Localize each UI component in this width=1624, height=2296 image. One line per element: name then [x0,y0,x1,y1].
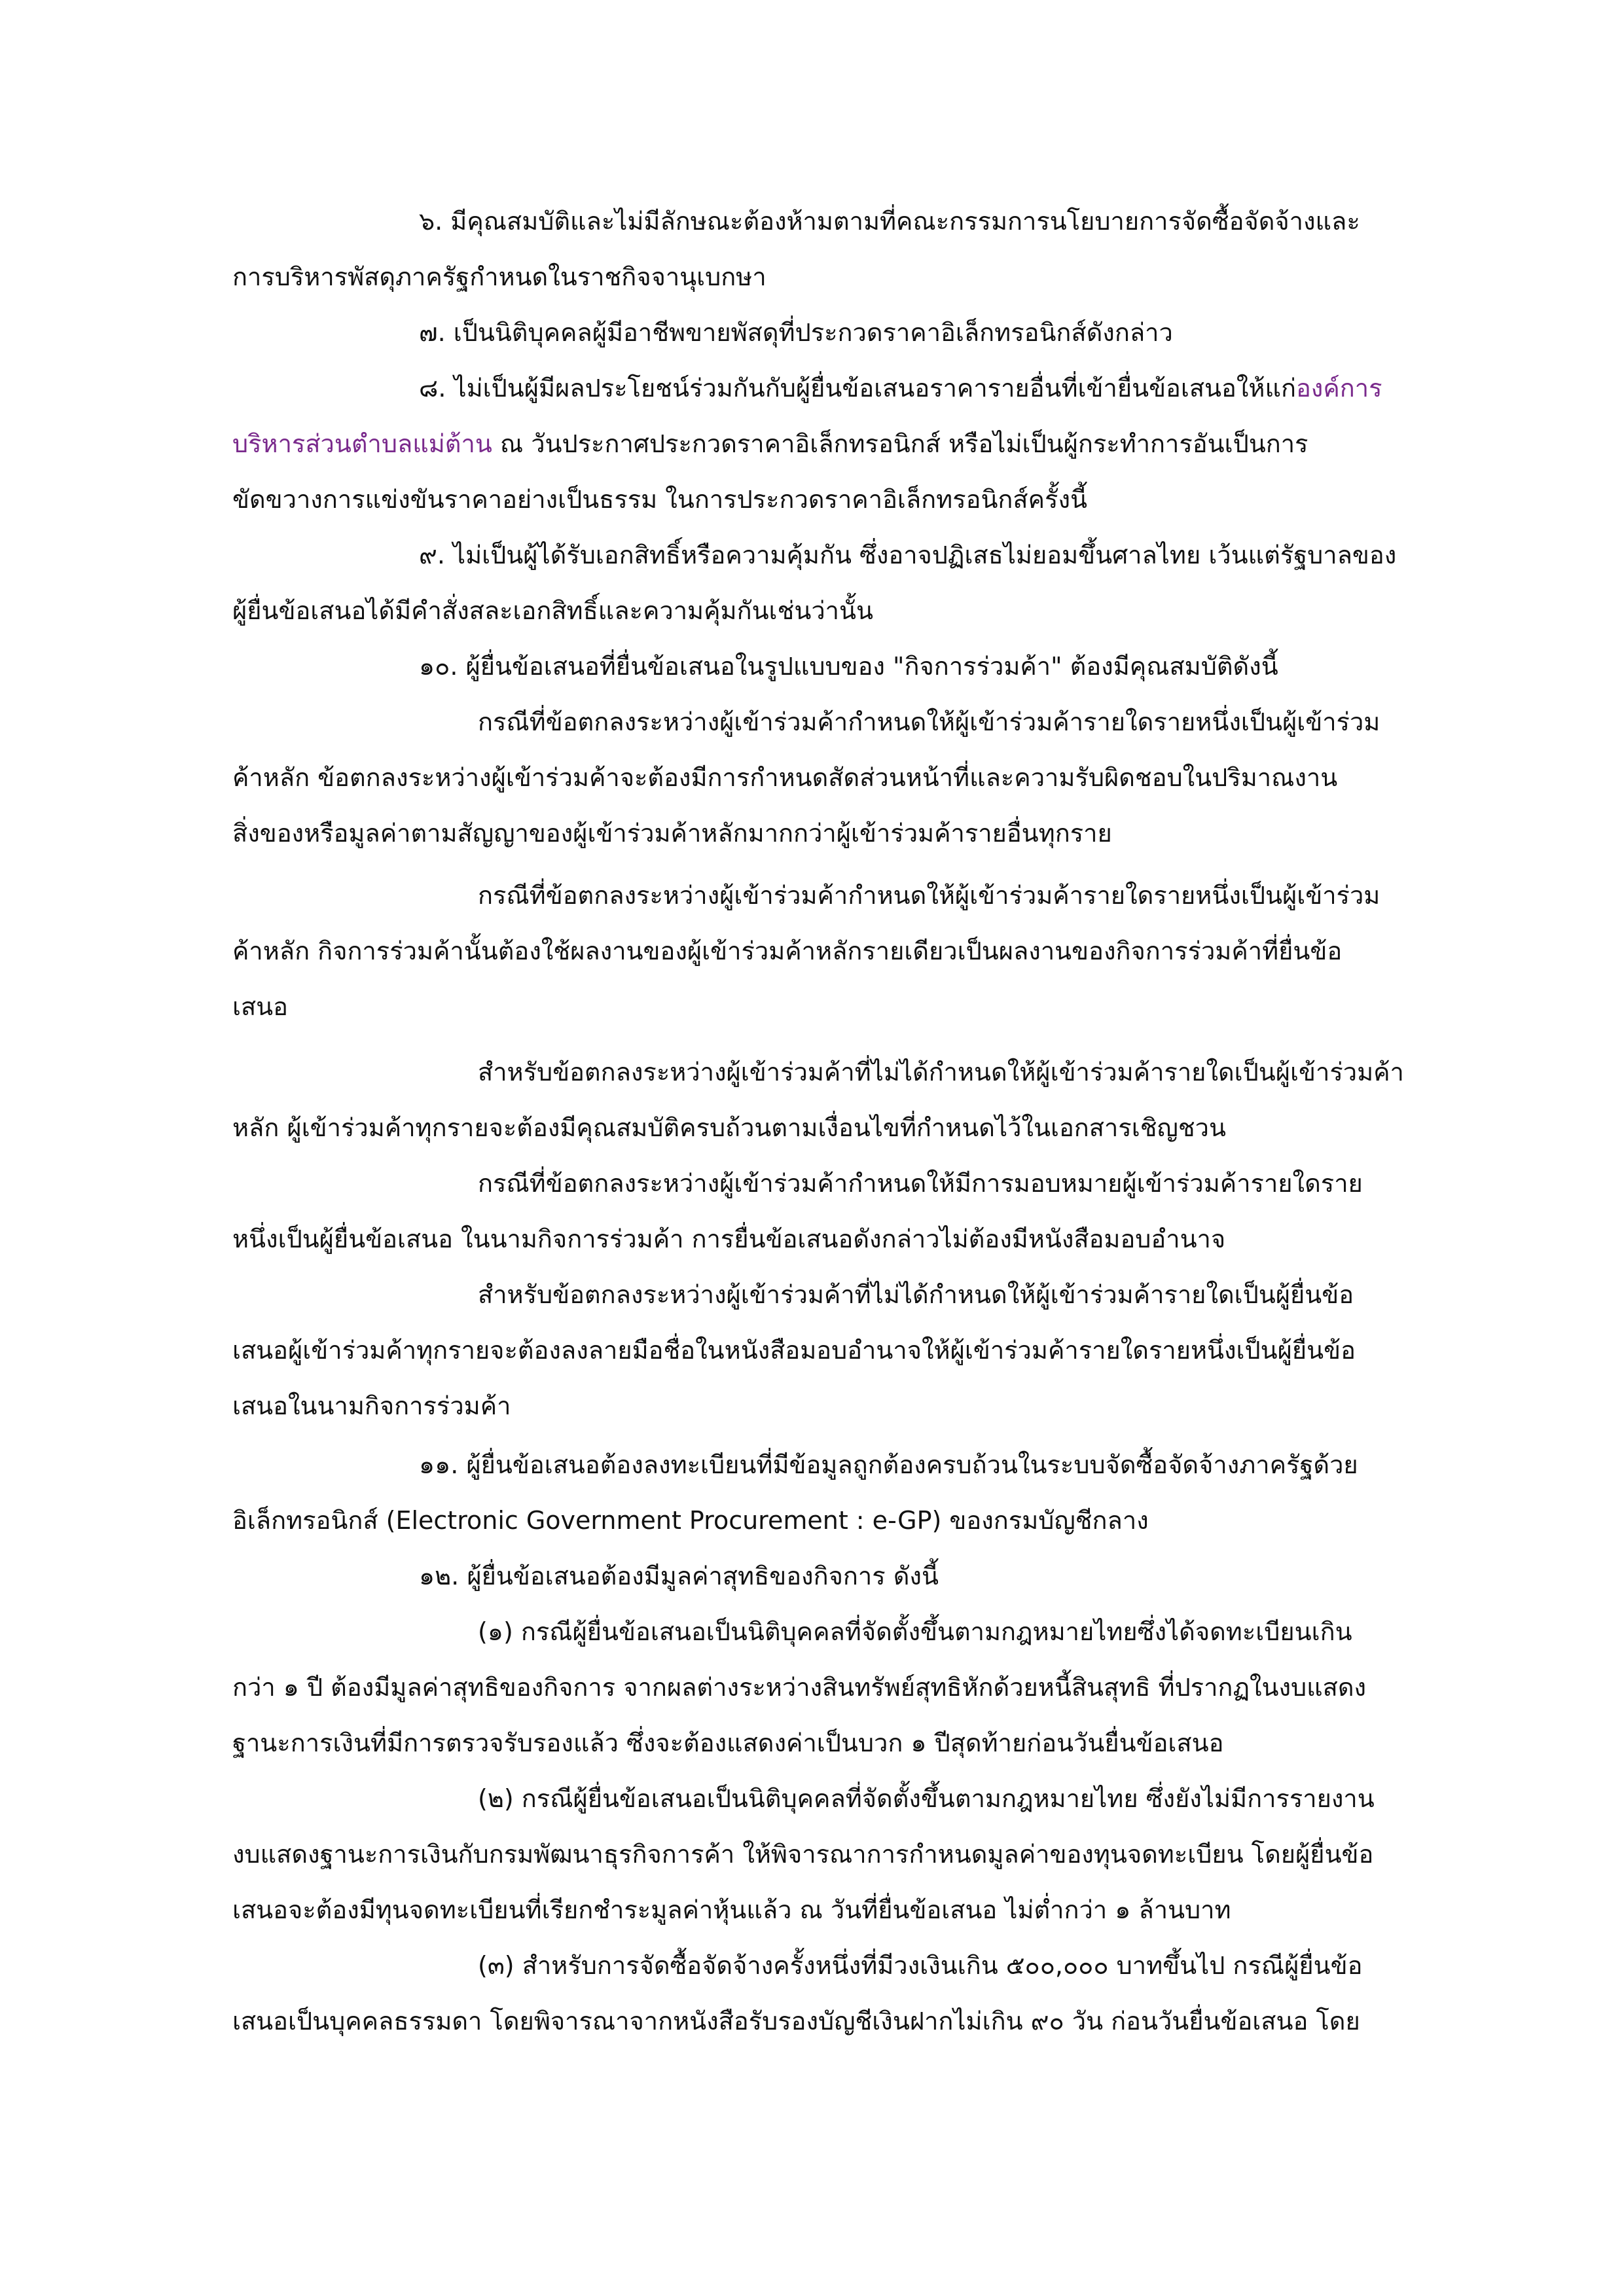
text-line: สำหรับข้อตกลงระหว่างผู้เข้าร่วมค้าที่ไม่ได้กำหนดให้ผู้เข้าร่วมค้ารายใดเป็นผู้ยื่นข้อ [478,1280,1354,1309]
text-line: กรณีที่ข้อตกลงระหว่างผู้เข้าร่วมค้ากำหนดให้ผู้เข้าร่วมค้ารายใดรายหนึ่งเป็นผู้เข้าร่วม [478,881,1380,910]
organization-name: องค์การ [1295,374,1382,403]
text-line: (๒) กรณีผู้ยื่นข้อเสนอเป็นนิติบุคคลที่จัดตั้งขึ้นตามกฎหมายไทย ซึ่งยังไม่มีการรายงาน [478,1784,1375,1813]
text-line: หนึ่งเป็นผู้ยื่นข้อเสนอ ในนามกิจการร่วมค้า การยื่นข้อเสนอดังกล่าวไม่ต้องมีหนังสือมอบอำนาจ [232,1225,1226,1253]
text-line: สิ่งของหรือมูลค่าตามสัญญาของผู้เข้าร่วมค้าหลักมากกว่าผู้เข้าร่วมค้ารายอื่นทุกราย [232,819,1112,848]
text-run: ๘. ไม่เป็นผู้มีผลประโยชน์ร่วมกันกับผู้ยื่นข้อเสนอราคารายอื่นที่เข้ายื่นข้อเสนอให้แก่ [419,374,1296,403]
text-line: ๗. เป็นนิติบุคคลผู้มีอาชีพขายพัสดุที่ประกวดราคาอิเล็กทรอนิกส์ดังกล่าว [419,318,1173,347]
text-line: ๑๐. ผู้ยื่นข้อเสนอที่ยื่นข้อเสนอในรูปแบบของ "กิจการร่วมค้า" ต้องมีคุณสมบัติดังนี้ [419,652,1278,681]
text-line: เสนอจะต้องมีทุนจดทะเบียนที่เรียกชำระมูลค่าหุ้นแล้ว ณ วันที่ยื่นข้อเสนอ ไม่ต่ำกว่า ๑ ล้านบาท [232,1895,1231,1924]
text-line: การบริหารพัสดุภาครัฐกำหนดในราชกิจจานุเบกษา [232,262,767,291]
text-line: (๓) สำหรับการจัดซื้อจัดจ้างครั้งหนึ่งที่มีวงเงินเกิน ๕๐๐,๐๐๐ บาทขึ้นไป กรณีผู้ยื่นข้อ [478,1951,1363,1980]
text-line: กรณีที่ข้อตกลงระหว่างผู้เข้าร่วมค้ากำหนดให้มีการมอบหมายผู้เข้าร่วมค้ารายใดราย [478,1169,1363,1198]
text-line: หลัก ผู้เข้าร่วมค้าทุกรายจะต้องมีคุณสมบัติครบถ้วนตามเงื่อนไขที่กำหนดไว้ในเอกสารเชิญชวน [232,1113,1226,1142]
text-line [419,368,1382,408]
organization-name: บริหารส่วนตำบลแม่ต้าน [232,429,492,458]
text-line: กรณีที่ข้อตกลงระหว่างผู้เข้าร่วมค้ากำหนดให้ผู้เข้าร่วมค้ารายใดรายหนึ่งเป็นผู้เข้าร่วม [478,708,1380,736]
text-line: เสนอในนามกิจการร่วมค้า [232,1391,511,1420]
text-line: งบแสดงฐานะการเงินกับกรมพัฒนาธุรกิจการค้า ให้พิจารณาการกำหนดมูลค่าของทุนจดทะเบียน โดยผู้ยื่นข้อ [232,1840,1374,1869]
text-line: ๖. มีคุณสมบัติและไม่มีลักษณะต้องห้ามตามที่คณะกรรมการนโยบายการจัดซื้อจัดจ้างและ [419,207,1360,236]
text-line: กว่า ๑ ปี ต้องมีมูลค่าสุทธิของกิจการ จากผลต่างระหว่างสินทรัพย์สุทธิหักด้วยหนี้สินสุทธิ ที่ปรากฏในงบแสดง [232,1673,1367,1702]
text-line: ๙. ไม่เป็นผู้ได้รับเอกสิทธิ์หรือความคุ้มกัน ซึ่งอาจปฏิเสธไม่ยอมขึ้นศาลไทย เว้นแต่รัฐบาลของ [419,541,1397,569]
text-line: อิเล็กทรอนิกส์ (Electronic Government Procurement : e-GP) ของกรมบัญชีกลาง [232,1506,1149,1535]
text-line: เสนอผู้เข้าร่วมค้าทุกรายจะต้องลงลายมือชื่อในหนังสือมอบอำนาจให้ผู้เข้าร่วมค้ารายใดรายหนึ่งเป็นผู้ยื่นข้อ [232,1336,1356,1365]
text-line: ขัดขวางการแข่งขันราคาอย่างเป็นธรรม ในการประกวดราคาอิเล็กทรอนิกส์ครั้งนี้ [232,485,1087,514]
text-run: ณ วันประกาศประกวดราคาอิเล็กทรอนิกส์ หรือไม่เป็นผู้กระทำการอันเป็นการ [492,429,1308,458]
text-line: ฐานะการเงินที่มีการตรวจรับรองแล้ว ซึ่งจะต้องแสดงค่าเป็นบวก ๑ ปีสุดท้ายก่อนวันยื่นข้อเสนอ [232,1729,1224,1757]
text-line: ๑๑. ผู้ยื่นข้อเสนอต้องลงทะเบียนที่มีข้อมูลถูกต้องครบถ้วนในระบบจัดซื้อจัดจ้างภาครัฐด้วย [419,1450,1358,1479]
text-line: (๑) กรณีผู้ยื่นข้อเสนอเป็นนิติบุคคลที่จัดตั้งขึ้นตามกฎหมายไทยซึ่งได้จดทะเบียนเกิน [478,1617,1352,1646]
text-line [232,424,1308,463]
text-line: เสนอเป็นบุคคลธรรมดา โดยพิจารณาจากหนังสือรับรองบัญชีเงินฝากไม่เกิน ๙๐ วัน ก่อนวันยื่นข้อเสนอ โดย [232,2007,1360,2036]
text-line: ผู้ยื่นข้อเสนอได้มีคำสั่งสละเอกสิทธิ์และความคุ้มกันเช่นว่านั้น [232,596,873,625]
text-line: เสนอ [232,992,288,1021]
text-line: ค้าหลัก กิจการร่วมค้านั้นต้องใช้ผลงานของผู้เข้าร่วมค้าหลักรายเดียวเป็นผลงานของกิจการร่วมค้าที่ยื่นข้อ [232,937,1343,965]
text-line: ๑๒. ผู้ยื่นข้อเสนอต้องมีมูลค่าสุทธิของกิจการ ดังนี้ [419,1562,939,1590]
text-line: สำหรับข้อตกลงระหว่างผู้เข้าร่วมค้าที่ไม่ได้กำหนดให้ผู้เข้าร่วมค้ารายใดเป็นผู้เข้าร่วมค้า [478,1058,1404,1086]
text-line: ค้าหลัก ข้อตกลงระหว่างผู้เข้าร่วมค้าจะต้องมีการกำหนดสัดส่วนหน้าที่และความรับผิดชอบในปริมาณงาน [232,763,1338,792]
